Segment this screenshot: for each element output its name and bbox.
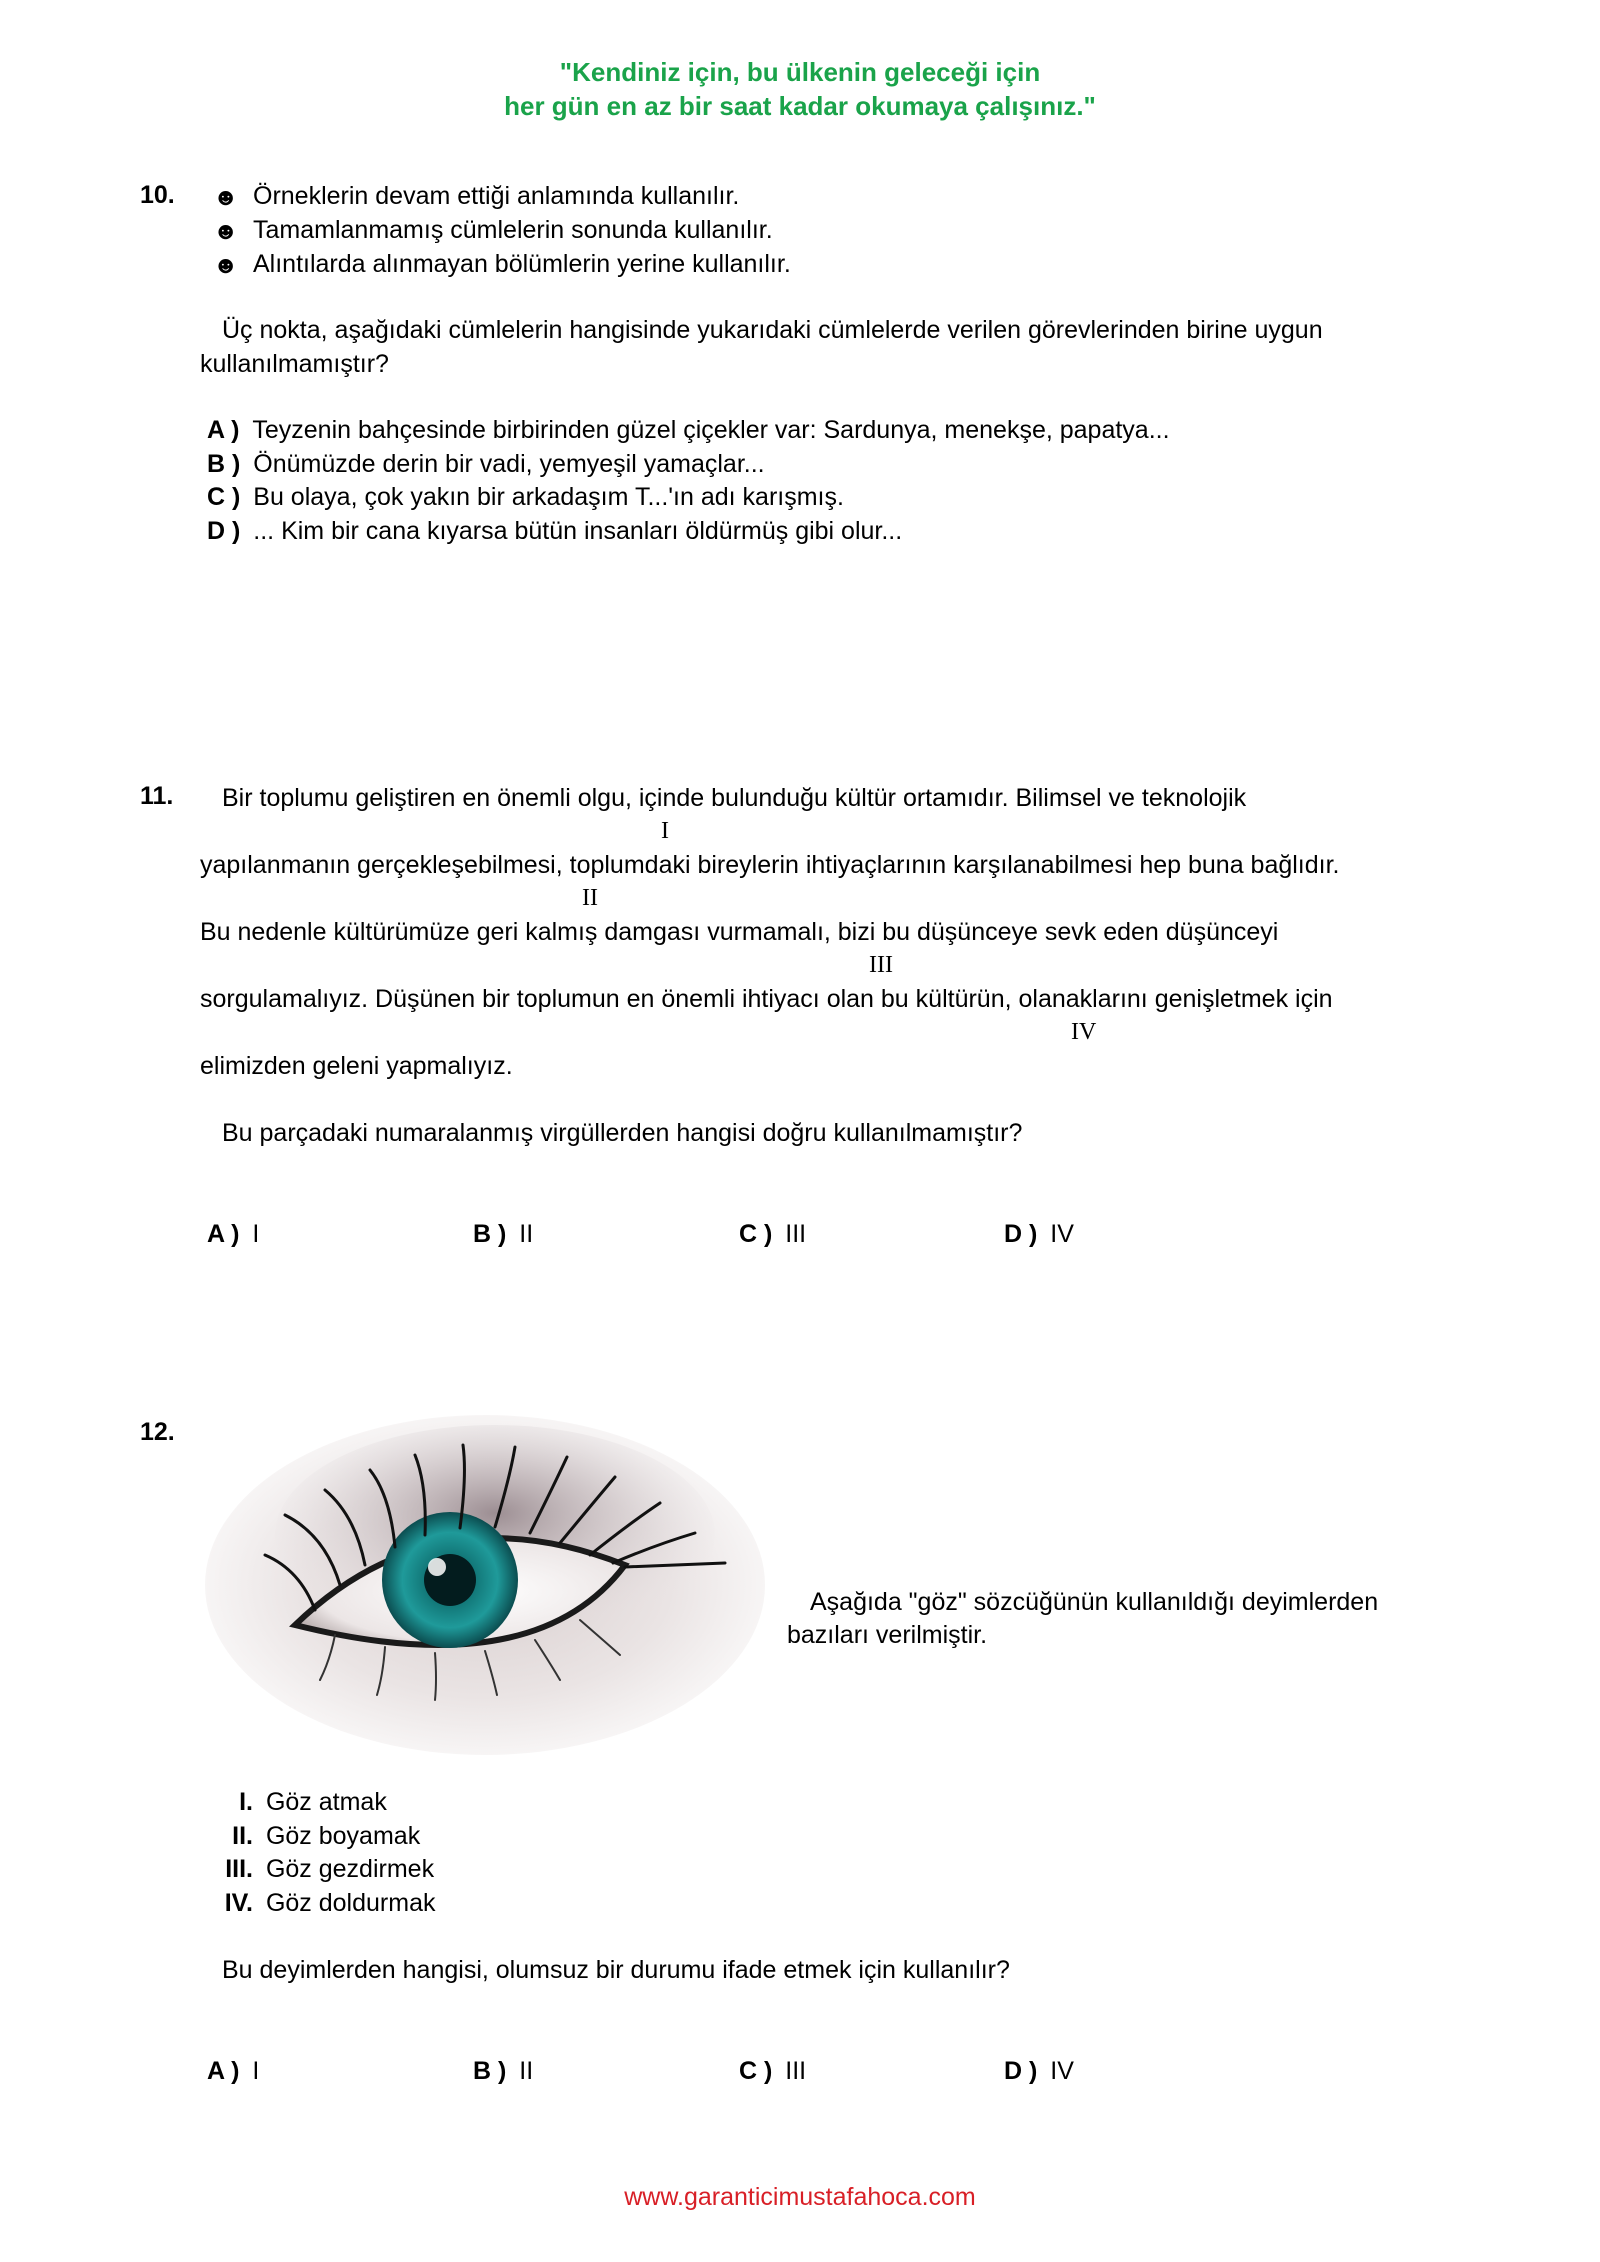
q11-passage-line-1: Bir toplumu geliştiren en önemli olgu, içinde bulunduğu kültür ortamıdır. Bilimsel ve teknolojik (222, 784, 1247, 812)
idiom-item-1 (207, 1786, 387, 1819)
option-text: Bu olaya, çok yakın bir arkadaşım T...'ın adı karışmış. (253, 483, 844, 511)
option-text: Teyzenin bahçesinde birbirinden güzel çiçekler var: Sardunya, menekşe, papatya... (252, 416, 1170, 444)
q10-question-line-2: kullanılmamıştır? (200, 350, 389, 378)
option-text: II (519, 2057, 534, 2085)
option-label: C ) (739, 2057, 773, 2085)
option-text: IV (1050, 1220, 1074, 1248)
q11-passage-line-2: yapılanmanın gerçekleşebilmesi, toplumdaki bireylerin ihtiyaçlarının karşılanabilmesi hep buna bağlıdır. (200, 851, 1340, 879)
option-label: D ) (1004, 1220, 1038, 1248)
option-text: ... Kim bir cana kıyarsa bütün insanları öldürmüş gibi olur... (253, 517, 903, 545)
option-label: A ) (207, 416, 240, 444)
header-quote (0, 55, 1600, 123)
item-text: Göz doldurmak (265, 1889, 436, 1917)
q11-option-d[interactable] (1004, 1218, 1074, 1251)
option-label: A ) (207, 1220, 240, 1248)
q11-passage-line-4: sorgulamalıyız. Düşünen bir toplumun en önemli ihtiyacı olan bu kültürün, olanaklarını genişletmek için (200, 985, 1333, 1013)
comma-marker-1: I (661, 818, 669, 844)
smiley-bullet-icon: ☻ (213, 184, 239, 211)
smiley-bullet-icon: ☻ (213, 218, 239, 245)
item-label: II. (232, 1822, 253, 1850)
question-12-number: 12. (140, 1418, 175, 1446)
q11-option-b[interactable] (473, 1218, 533, 1251)
idiom-item-2 (207, 1820, 420, 1853)
option-label: A ) (207, 2057, 240, 2085)
q10-option-d[interactable] (207, 515, 902, 548)
option-text: II (519, 1220, 534, 1248)
option-label: B ) (473, 2057, 507, 2085)
header-line-1: "Kendiniz için, bu ülkenin geleceği için (559, 57, 1041, 87)
q10-bullet-2: Tamamlanmamış cümlelerin sonunda kullanılır. (253, 216, 773, 244)
q12-intro-line-2: bazıları verilmiştir. (787, 1621, 988, 1649)
idiom-item-3 (207, 1853, 434, 1886)
question-10-number: 10. (140, 181, 175, 209)
eye-icon (205, 1395, 765, 1755)
q10-question-line-1: Üç nokta, aşağıdaki cümlelerin hangisinde yukarıdaki cümlelerde verilen görevlerinden birine uygun (222, 316, 1323, 344)
q10-bullet-3: Alıntılarda alınmayan bölümlerin yerine kullanılır. (253, 250, 791, 278)
q12-option-c[interactable] (739, 2055, 806, 2088)
option-text: III (785, 2057, 807, 2085)
q11-question: Bu parçadaki numaralanmış virgüllerden hangisi doğru kullanılmamıştır? (222, 1119, 1023, 1147)
option-label: B ) (207, 450, 241, 478)
q11-option-a[interactable] (207, 1218, 259, 1251)
q10-option-a[interactable] (207, 414, 1170, 447)
comma-marker-4: IV (1071, 1019, 1097, 1045)
item-text: Göz atmak (265, 1788, 387, 1816)
option-text: III (785, 1220, 807, 1248)
option-label: D ) (207, 517, 241, 545)
option-label: D ) (1004, 2057, 1038, 2085)
header-line-2: her gün en az bir saat kadar okumaya çalışınız." (504, 91, 1096, 121)
option-text: Önümüzde derin bir vadi, yemyeşil yamaçlar... (253, 450, 765, 478)
q12-option-a[interactable] (207, 2055, 259, 2088)
item-label: I. (239, 1788, 253, 1816)
option-text: I (252, 1220, 260, 1248)
smiley-bullet-icon: ☻ (213, 252, 239, 279)
option-label: B ) (473, 1220, 507, 1248)
q11-passage-line-3: Bu nedenle kültürümüze geri kalmış damgası vurmamalı, bizi bu düşünceye sevk eden düşünceyi (200, 918, 1279, 946)
item-text: Göz boyamak (265, 1822, 421, 1850)
item-label: IV. (224, 1889, 253, 1917)
option-label: C ) (207, 483, 241, 511)
q10-option-c[interactable] (207, 481, 844, 514)
option-text: IV (1050, 2057, 1074, 2085)
comma-marker-3: III (869, 952, 893, 978)
option-text: I (252, 2057, 260, 2085)
idiom-item-4 (207, 1887, 435, 1920)
q12-intro-line-1: Aşağıda "göz" sözcüğünün kullanıldığı deyimlerden (810, 1588, 1379, 1616)
q12-option-d[interactable] (1004, 2055, 1074, 2088)
footer-website-link[interactable]: www.garanticimustafahoca.com (624, 2183, 976, 2211)
question-11-number: 11. (140, 782, 174, 810)
comma-marker-2: II (582, 885, 598, 911)
q11-option-c[interactable] (739, 1218, 806, 1251)
q10-bullet-1: Örneklerin devam ettiği anlamında kullanılır. (253, 182, 740, 210)
option-label: C ) (739, 1220, 773, 1248)
q12-option-b[interactable] (473, 2055, 533, 2088)
q10-option-b[interactable] (207, 448, 765, 481)
q11-passage-line-5: elimizden geleni yapmalıyız. (200, 1052, 513, 1080)
item-text: Göz gezdirmek (265, 1855, 435, 1883)
q12-question: Bu deyimlerden hangisi, olumsuz bir durumu ifade etmek için kullanılır? (222, 1956, 1010, 1984)
item-label: III. (225, 1855, 253, 1883)
